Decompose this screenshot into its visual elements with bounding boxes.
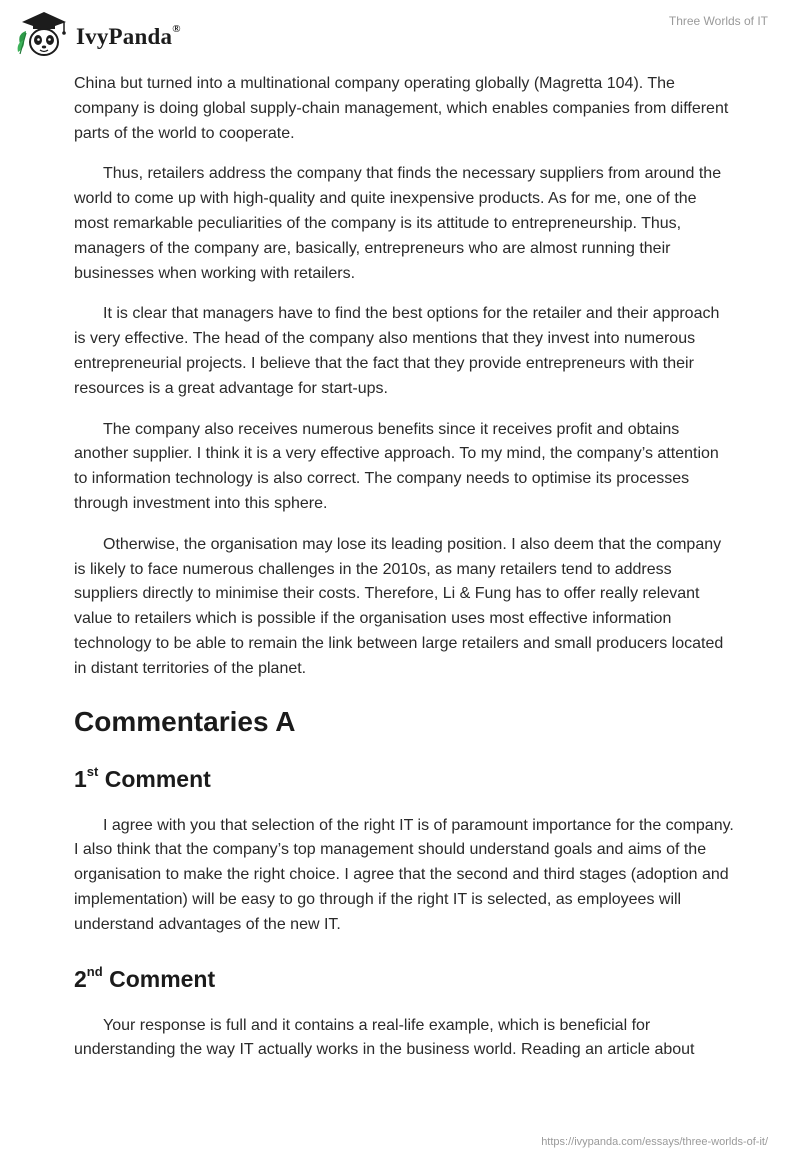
page-header — [0, 0, 800, 70]
paragraph: The company also receives numerous benefits since it receives profit and obtains another supplier. I think it is a very effective approach. To my mind, the company’s attention to information technology is also correct. The company needs to optimise its processes through investment into this sphere. — [74, 420, 719, 512]
comment-heading: 2nd Comment — [74, 963, 216, 992]
paragraph: China but turned into a multinational company operating globally (Magretta 104). The company is doing global supply-chain management, which enables companies from different parts of the world to cooperate. — [74, 75, 729, 142]
paragraph: Otherwise, the organisation may lose its leading position. I also deem that the company is likely to face numerous challenges in the 2010s, as many retailers tend to address suppliers directly to minimise their costs. Therefore, Li & Fung has to offer really relevant value to retailers which is possible if the organisation uses most effective information technology to be able to remain the link between large retailers and small producers located in distant territories of the planet. — [74, 535, 724, 677]
ivypanda-logo[interactable] — [14, 8, 181, 60]
document-title: Three Worlds of IT — [668, 14, 768, 28]
paragraph: Thus, retailers address the company that finds the necessary suppliers from around the world to come up with high-quality and quite inexpensive products. As for me, one of the most remarkable peculiarities of the company is its attitude to entrepreneurship. Thus, managers of the company are, basically, entrepreneurs who are almost running their businesses when working with retailers. — [74, 165, 722, 282]
essay-content — [74, 72, 734, 1079]
brand-name: IvyPanda® — [76, 23, 181, 49]
comment-heading: 1st Comment — [74, 763, 211, 792]
section-heading: Commentaries A — [74, 705, 296, 737]
paragraph: It is clear that managers have to find the best options for the retailer and their approach is very effective. The head of the company also mentions that they invest into numerous entrepreneurial projects. I believe that the fact that they provide entrepreneurs with their resources is a great advantage for start-ups. — [74, 305, 720, 397]
panda-graduate-icon — [14, 8, 74, 60]
source-url[interactable]: https://ivypanda.com/essays/three-worlds-of-it/ — [541, 1136, 768, 1148]
comment-text: I agree with you that selection of the right IT is of paramount importance for the company. I also think that the company’s top management should understand goals and aims of the organisation to make the right choice. I agree that the second and third stages (adoption and implementation) will be easy to go through if the right IT is selected, as employees will understand advantages of the new IT. — [74, 816, 734, 933]
comment-text: Your response is full and it contains a real-life example, which is beneficial for understanding the way IT actually works in the business world. Reading an article about — [74, 1016, 695, 1059]
